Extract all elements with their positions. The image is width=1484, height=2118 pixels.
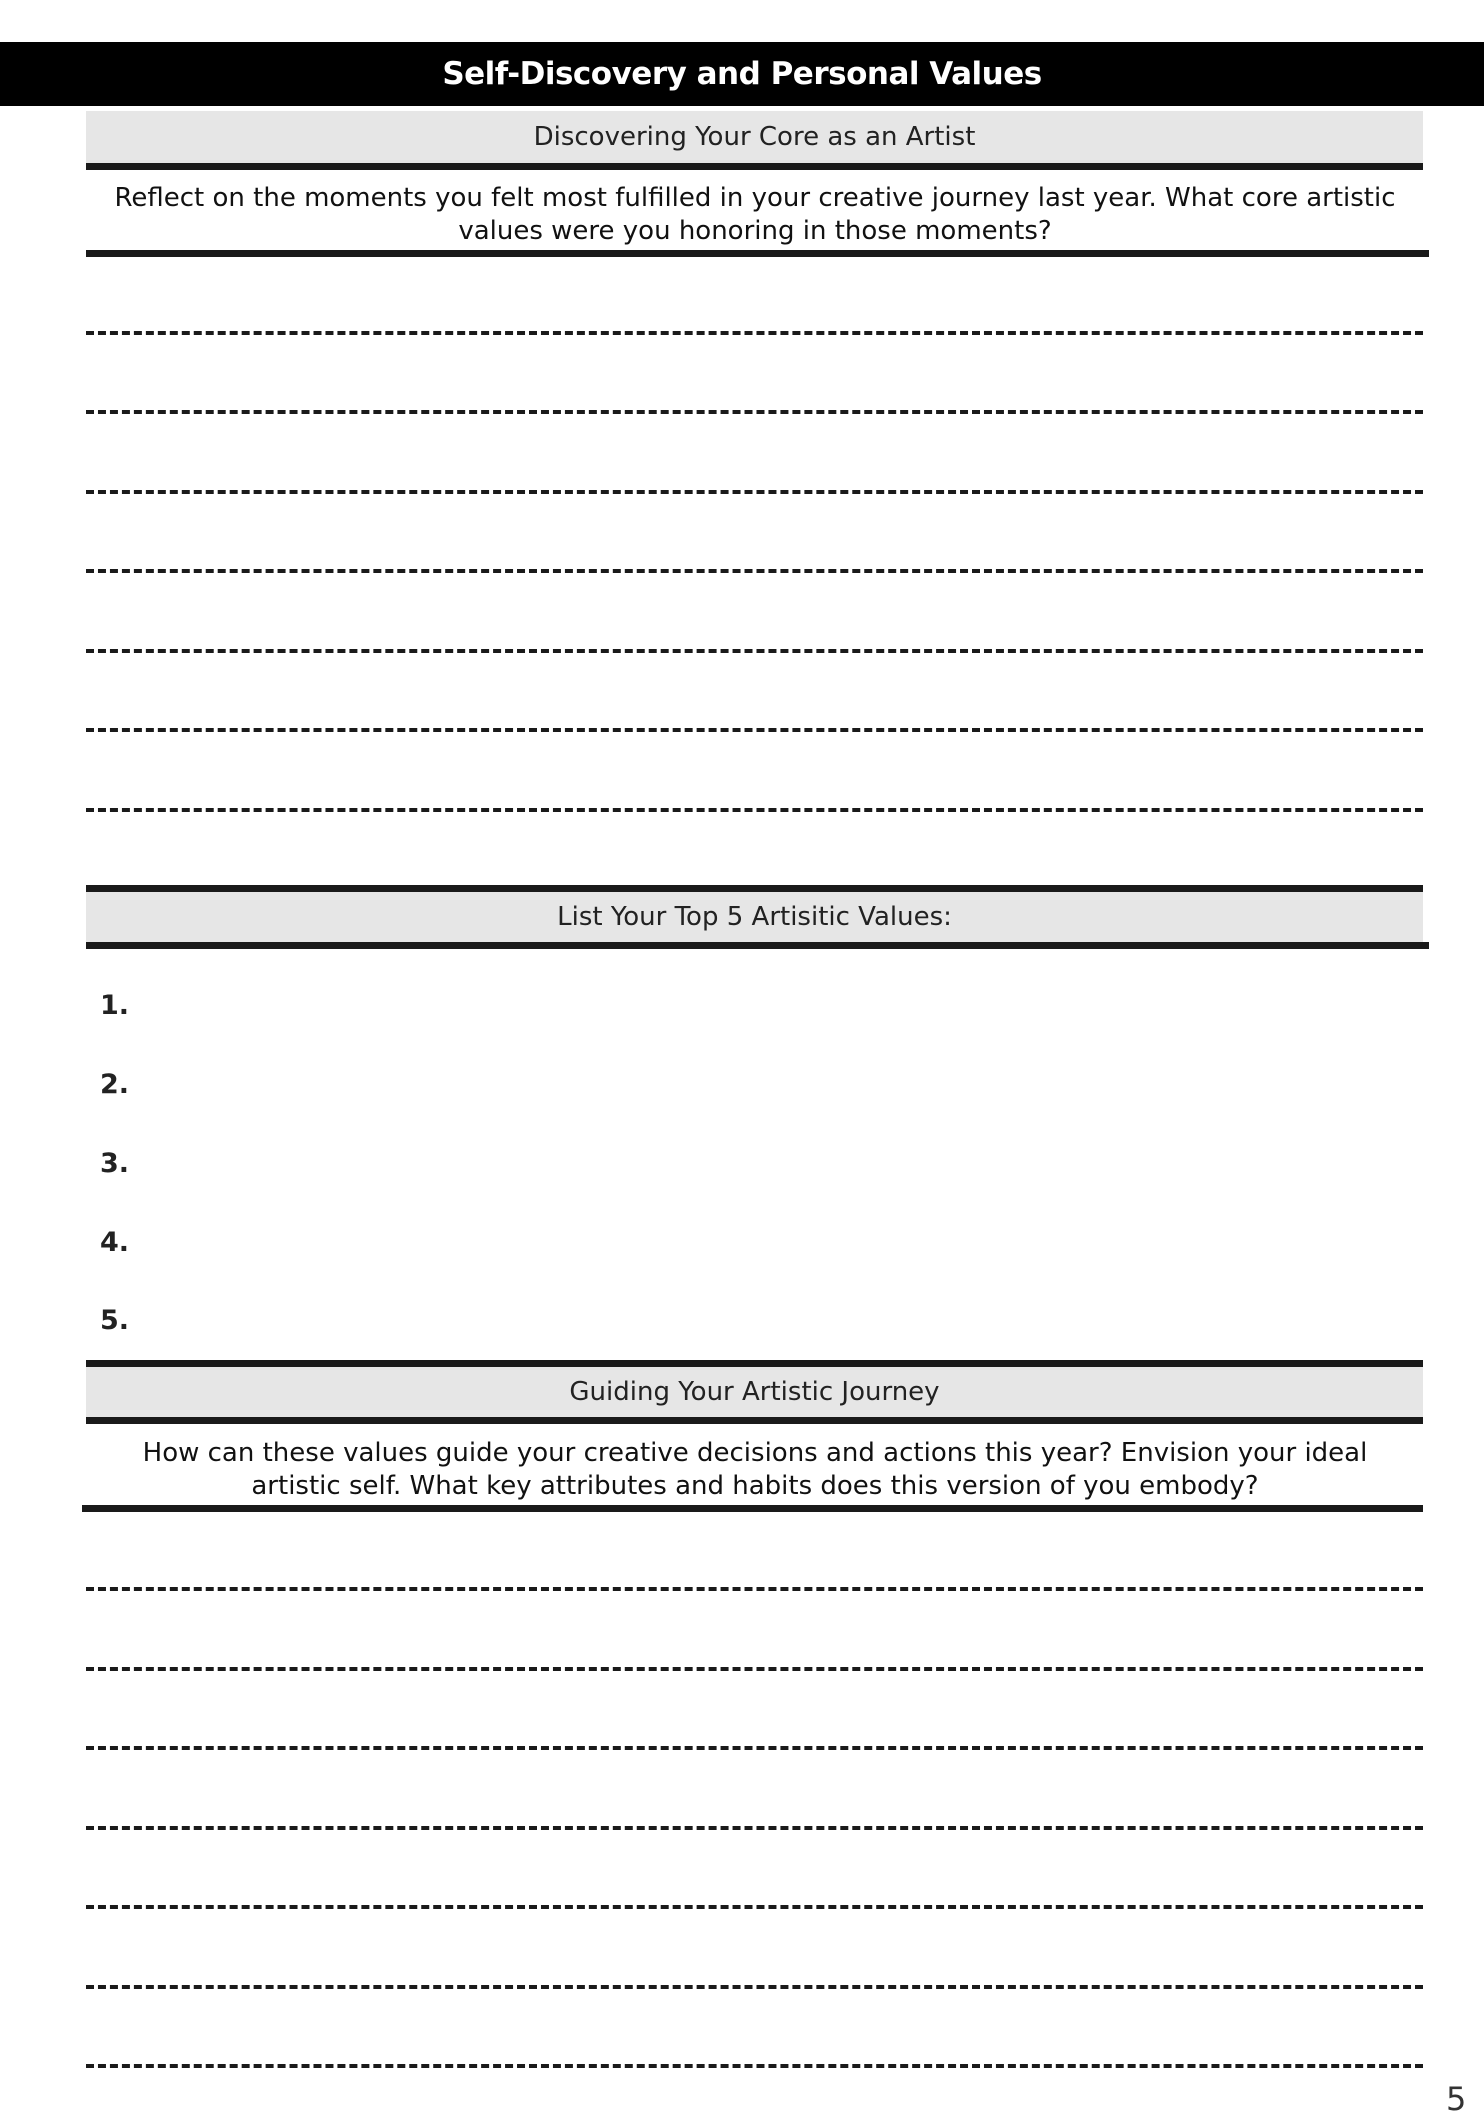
writing-line[interactable]: [86, 2064, 1423, 2068]
section1-question: Reflect on the moments you felt most fulfilled in your creative journey last year. What core artistic values were you honoring in those moments?: [114, 183, 1396, 246]
page-title: Self-Discovery and Personal Values: [0, 42, 1484, 106]
writing-line[interactable]: [86, 1905, 1423, 1909]
section3-top-rule: [86, 1360, 1423, 1367]
section3-question: How can these values guide your creative decisions and actions this year? Envision your ideal artistic self. What key attributes and habits does this version of you embody?: [142, 1438, 1368, 1501]
writing-line[interactable]: [86, 490, 1423, 494]
writing-line[interactable]: [86, 1587, 1423, 1591]
section1-question-rule: [86, 250, 1429, 257]
section3-heading: Guiding Your Artistic Journey: [86, 1367, 1423, 1417]
writing-line[interactable]: [86, 728, 1423, 732]
writing-line[interactable]: [86, 649, 1423, 653]
writing-line[interactable]: [86, 808, 1423, 812]
section3-heading-rule: [86, 1417, 1423, 1424]
writing-line[interactable]: [86, 1746, 1423, 1750]
section1-heading: Discovering Your Core as an Artist: [86, 111, 1423, 163]
page-number: 5: [1446, 2080, 1467, 2118]
writing-line[interactable]: [86, 569, 1423, 573]
section2-heading-rule: [86, 942, 1429, 949]
list-item-number: 1.: [100, 990, 130, 1021]
list-item-number: 3.: [100, 1148, 130, 1179]
writing-line[interactable]: [86, 1985, 1423, 1989]
writing-line[interactable]: [86, 1667, 1423, 1671]
list-item-number: 5.: [100, 1305, 130, 1336]
writing-line[interactable]: [86, 1826, 1423, 1830]
section3-question-rule: [82, 1505, 1423, 1512]
section2-heading: List Your Top 5 Artisitic Values:: [86, 892, 1423, 942]
section1-heading-rule: [86, 163, 1423, 170]
list-item-number: 4.: [100, 1227, 130, 1258]
writing-line[interactable]: [86, 410, 1423, 414]
list-item-number: 2.: [100, 1069, 130, 1100]
writing-line[interactable]: [86, 331, 1423, 335]
section2-top-rule: [86, 885, 1423, 892]
